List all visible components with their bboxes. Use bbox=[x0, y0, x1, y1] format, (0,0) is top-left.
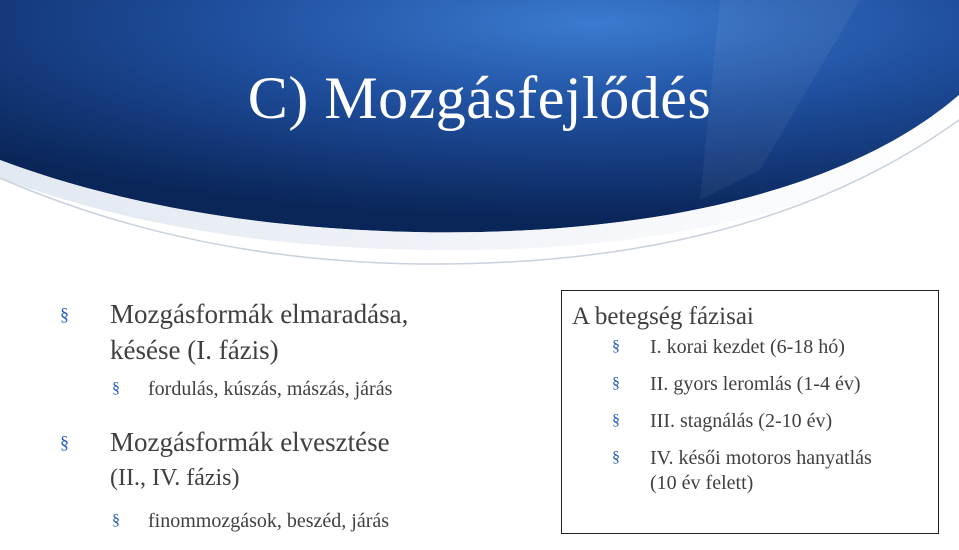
bullet-icon: § bbox=[112, 380, 120, 397]
left-bullet-list bbox=[60, 296, 530, 536]
sub-bullet-item bbox=[60, 374, 530, 404]
bullet-item bbox=[60, 424, 530, 460]
slide-title: C) Mozgásfejlődés bbox=[247, 65, 712, 131]
bullet-icon: § bbox=[60, 432, 69, 452]
phase-item bbox=[572, 409, 928, 434]
bullet-icon: § bbox=[612, 449, 620, 466]
bullet-icon: § bbox=[612, 375, 620, 392]
bullet-icon: § bbox=[112, 512, 120, 529]
bullet-icon: § bbox=[612, 338, 620, 355]
bullet-text: (II., IV. fázis) bbox=[110, 465, 240, 491]
disease-phases-box bbox=[561, 290, 939, 534]
bullet-item-continuation bbox=[60, 332, 530, 368]
sub-bullet-item bbox=[60, 506, 530, 536]
phase-text: IV. késői motoros hanyatlás bbox=[650, 447, 872, 469]
phases-title: A betegség fázisai bbox=[572, 303, 754, 330]
bullet-text: késése (I. fázis) bbox=[110, 335, 279, 365]
bullet-icon: § bbox=[612, 412, 620, 429]
bullet-item-continuation bbox=[60, 460, 530, 496]
sub-bullet-text: finommozgások, beszéd, járás bbox=[148, 510, 390, 532]
sub-bullet-text: fordulás, kúszás, mászás, járás bbox=[148, 378, 393, 400]
bullet-text: Mozgásformák elmaradása, bbox=[110, 299, 409, 329]
phase-item bbox=[572, 372, 928, 397]
phase-text-continuation: (10 év felett) bbox=[650, 472, 754, 494]
phase-text: III. stagnálás (2-10 év) bbox=[650, 410, 833, 432]
phase-text: II. gyors leromlás (1-4 év) bbox=[650, 373, 861, 395]
phase-item bbox=[572, 335, 928, 360]
phase-item bbox=[572, 446, 928, 496]
bullet-item bbox=[60, 296, 530, 332]
bullet-text: Mozgásformák elvesztése bbox=[110, 427, 390, 457]
bullet-icon: § bbox=[60, 304, 69, 324]
phase-text: I. korai kezdet (6-18 hó) bbox=[650, 336, 845, 358]
